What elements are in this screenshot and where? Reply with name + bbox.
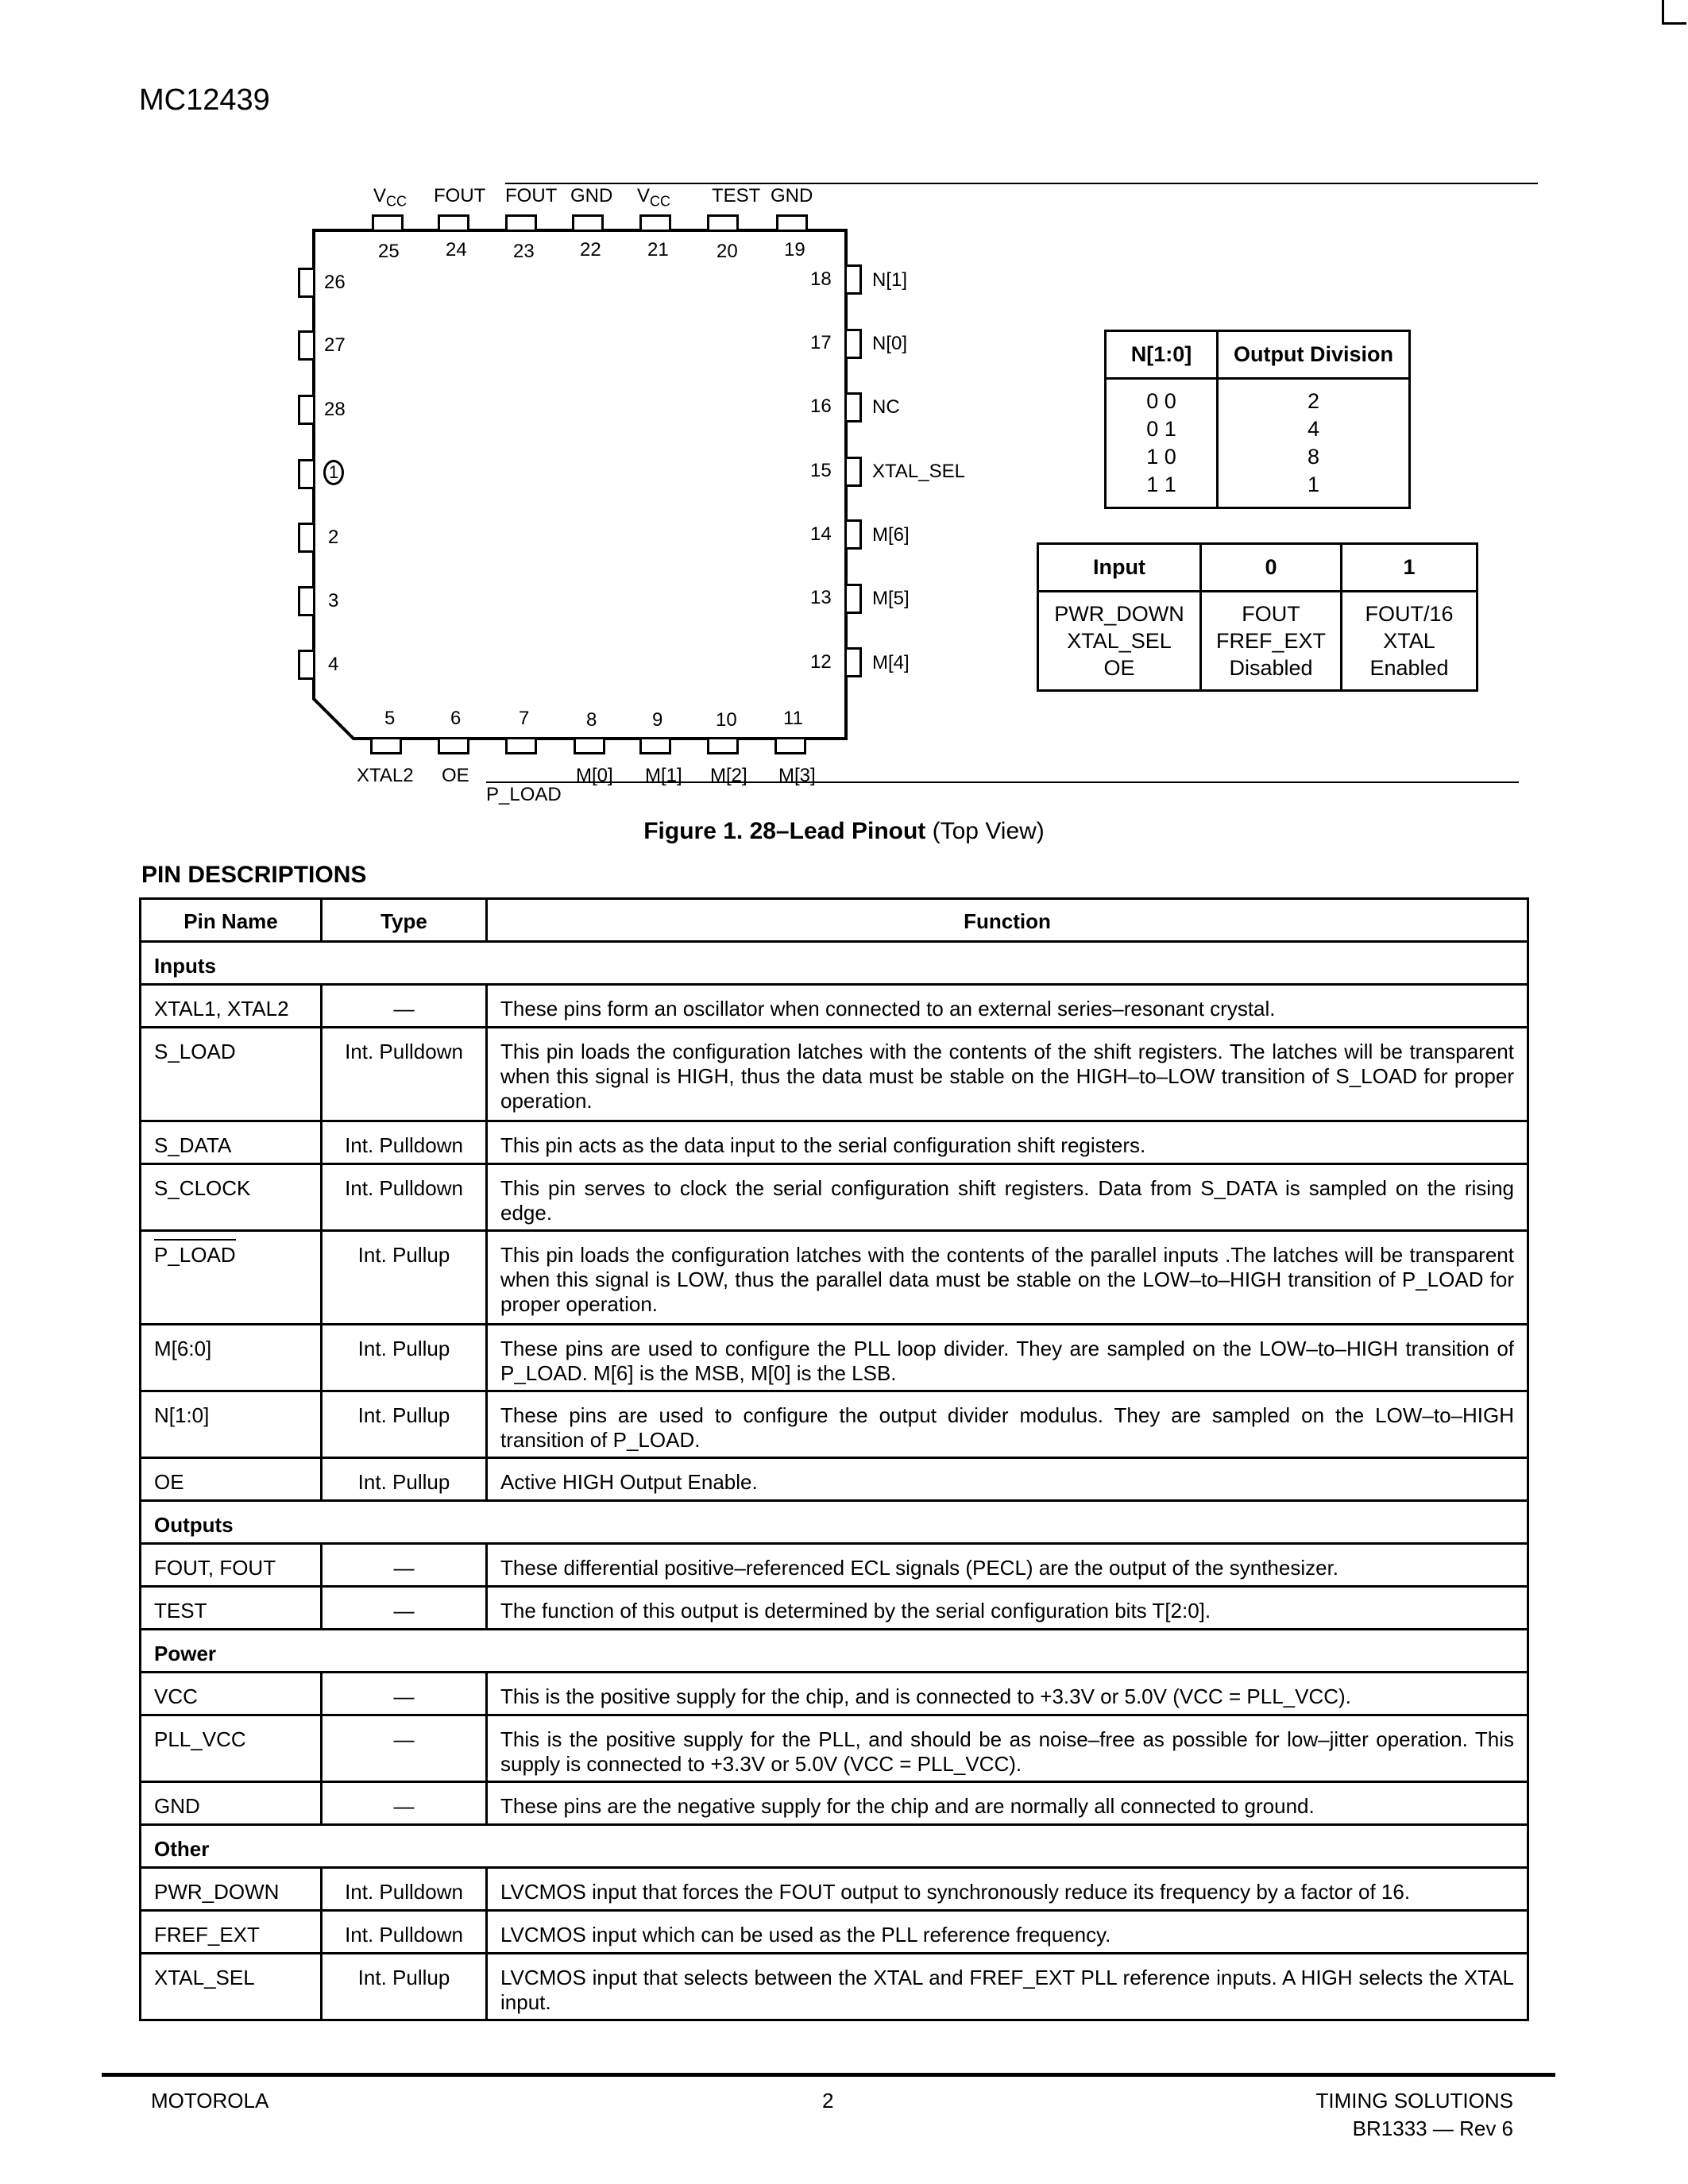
section-row-power: Power <box>141 1630 1528 1673</box>
pin-stub-15 <box>844 457 862 487</box>
table-row <box>141 1911 1528 1954</box>
pin-stub-27 <box>298 330 315 361</box>
pin-type: Int. Pullup <box>322 1325 487 1391</box>
pin-function: These pins form an oscillator when connected to an external series–resonant crystal. <box>487 985 1528 1028</box>
pin-stub-6 <box>438 737 469 754</box>
pin-label-test: TEST <box>712 185 761 206</box>
section-heading: PIN DESCRIPTIONS <box>141 862 367 888</box>
pin-number: 6 <box>450 708 462 729</box>
pin-label-xtal2: XTAL2 <box>357 765 414 786</box>
pin-function: LVCMOS input which can be used as the PLL reference frequency. <box>487 1911 1528 1954</box>
column-header: Pin Name <box>141 899 322 942</box>
pin-stub-28 <box>298 395 315 425</box>
input-name: OE <box>1103 656 1135 680</box>
pin-name: OE <box>141 1458 322 1501</box>
pin-number: 11 <box>783 708 803 729</box>
footer-right-line-2: BR1333 — Rev 6 <box>1352 2116 1513 2140</box>
page-number: 2 <box>822 2089 834 2113</box>
pin-number: 5 <box>384 708 396 729</box>
pin-stub-2 <box>298 523 315 553</box>
pin-type: — <box>322 1715 487 1782</box>
pin-stub-20 <box>707 214 739 232</box>
pin-label-n0: N[0] <box>872 333 908 354</box>
one-values-cell <box>1342 592 1477 691</box>
pinout-diagram <box>0 0 1033 805</box>
pin-function: LVCMOS input that selects between the XTAL and FREF_EXT PLL reference inputs. A HIGH selects the XTAL input. <box>487 1954 1528 2020</box>
table-row <box>141 1544 1528 1587</box>
pin-number: 9 <box>652 709 663 731</box>
column-header: N[1:0] <box>1106 331 1218 379</box>
pin-number: 12 <box>810 651 832 673</box>
section-row-outputs: Outputs <box>141 1501 1528 1544</box>
pin-name: XTAL1, XTAL2 <box>141 985 322 1028</box>
pin-number: 14 <box>810 523 832 545</box>
pin-function: This is the positive supply for the PLL, and should be as noise–free as possible for low–jitter operation. This supply is connected to +3.3V or 5.0V (VCC = PLL_VCC). <box>487 1715 1528 1782</box>
division-value: 4 <box>1307 417 1320 441</box>
pin-stub-12 <box>844 647 862 677</box>
n-code: 0 1 <box>1146 417 1176 441</box>
pin-type: — <box>322 1544 487 1587</box>
pin-function: Active HIGH Output Enable. <box>487 1458 1528 1501</box>
pin-name: PLL_VCC <box>141 1715 322 1782</box>
pin-label-gnd-19: GND <box>771 185 813 206</box>
pin-stub-17 <box>844 329 862 359</box>
pin-label-nc: NC <box>872 396 900 418</box>
pin-number: 8 <box>586 709 597 731</box>
pin-number: 17 <box>810 332 832 353</box>
pin-label-m0: M[0] <box>576 765 613 786</box>
pin-number: 10 <box>716 709 737 731</box>
pin-label-xtal-sel: XTAL_SEL <box>872 461 965 482</box>
column-header: Input <box>1038 544 1201 592</box>
pin-stub-13 <box>844 584 862 614</box>
inputs-cell <box>1038 592 1201 691</box>
pin-number: 16 <box>810 396 832 417</box>
pin-function: This pin loads the configuration latches with the contents of the parallel inputs .The latches will be transparent when this signal is LOW, thus the parallel data must be stable on the LOW–to–HIGH transition of P_LOAD for proper operation. <box>487 1231 1528 1325</box>
pin-function: These differential positive–referenced ECL signals (PECL) are the output of the synthesizer. <box>487 1544 1528 1587</box>
pin-stub-7 <box>505 737 537 754</box>
pin-name: PWR_DOWN <box>141 1868 322 1911</box>
pin-label-m5: M[5] <box>872 588 910 609</box>
division-value: 1 <box>1307 473 1320 496</box>
pin-stub-9 <box>639 737 671 754</box>
pin-name: TEST <box>141 1587 322 1630</box>
n-code: 1 1 <box>1146 473 1176 496</box>
pin-label-vcc-21: $V_{CC}$ <box>637 185 671 210</box>
zero-value: Disabled <box>1229 656 1313 680</box>
pin-function: These pins are the negative supply for the chip and are normally all connected to ground. <box>487 1782 1528 1825</box>
pin-number: 24 <box>446 239 467 260</box>
pin-type: — <box>322 1782 487 1825</box>
column-header: Output Division <box>1218 331 1410 379</box>
pin-descriptions-table <box>139 897 1529 2021</box>
pin-stub-3 <box>298 586 315 616</box>
table-row <box>141 1391 1528 1458</box>
zero-value: FOUT <box>1242 602 1300 626</box>
one-value: FOUT/16 <box>1365 602 1454 626</box>
pin-label-n1: N[1] <box>872 269 908 291</box>
footer-right <box>1316 2089 1513 2141</box>
footer-rule <box>102 2073 1555 2077</box>
pin-name: S_DATA <box>141 1121 322 1164</box>
pin-stub-16 <box>844 392 862 423</box>
pin-function: The function of this output is determined by the serial configuration bits T[2:0]. <box>487 1587 1528 1630</box>
table-row <box>141 1164 1528 1231</box>
n-codes-cell <box>1106 379 1218 508</box>
pin-stub-10 <box>707 737 739 754</box>
pin-label-oe: OE <box>442 765 469 786</box>
pin-name: M[6:0] <box>141 1325 322 1391</box>
document-title: MC12439 <box>139 83 270 117</box>
pin-name: S_CLOCK <box>141 1164 322 1231</box>
pin-stub-14 <box>844 519 862 550</box>
input-name: PWR_DOWN <box>1054 602 1184 626</box>
pin-stub-4 <box>298 650 315 680</box>
pin-name: FREF_EXT <box>141 1911 322 1954</box>
pin-type: Int. Pullup <box>322 1391 487 1458</box>
table-row <box>141 1458 1528 1501</box>
one-value: Enabled <box>1369 656 1449 680</box>
pin-name: VCC <box>141 1673 322 1715</box>
pin-function: These pins are used to configure the output divider modulus. They are sampled on the LOW–to–HIGH transition of P_LOAD. <box>487 1391 1528 1458</box>
pin-function: This pin serves to clock the serial configuration shift registers. Data from S_DATA is sampled on the rising edge. <box>487 1164 1528 1231</box>
division-values-cell <box>1218 379 1410 508</box>
pin-stub-26 <box>298 268 315 298</box>
division-value: 2 <box>1307 389 1320 413</box>
pin-type: — <box>322 985 487 1028</box>
pin-number: 21 <box>647 239 669 260</box>
pin-type: Int. Pulldown <box>322 1911 487 1954</box>
figure-caption <box>0 818 1688 845</box>
pin-name: N[1:0] <box>141 1391 322 1458</box>
pin-number: 23 <box>513 241 535 262</box>
pin-label-gnd-22: GND <box>570 185 613 206</box>
pin-stub-23 <box>505 214 537 232</box>
pin-name <box>141 1231 322 1325</box>
pin-stub-22 <box>572 214 604 232</box>
pin-number: 4 <box>328 654 339 675</box>
table-row <box>141 1028 1528 1121</box>
pin-name: XTAL_SEL <box>141 1954 322 2020</box>
footer-right-line-1: TIMING SOLUTIONS <box>1315 2089 1513 2113</box>
footer-left: MOTOROLA <box>151 2089 269 2113</box>
pin-type: Int. Pulldown <box>322 1028 487 1121</box>
pin-name: FOUT, FOUT <box>141 1544 322 1587</box>
pin-number: 19 <box>784 239 805 260</box>
pin-type: — <box>322 1673 487 1715</box>
pin-number: 27 <box>324 334 346 356</box>
table-row <box>141 1782 1528 1825</box>
pin-number: 7 <box>519 708 530 729</box>
pin-type: Int. Pullup <box>322 1458 487 1501</box>
pin-number: 13 <box>810 587 832 608</box>
pin-label-m6: M[6] <box>872 524 910 546</box>
pin-label-fout-bar: FOUT <box>505 187 1538 206</box>
pin-name: GND <box>141 1782 322 1825</box>
zero-values-cell <box>1201 592 1342 691</box>
division-value: 8 <box>1307 445 1320 469</box>
table-row <box>141 1121 1528 1164</box>
pin-number: 18 <box>810 268 832 290</box>
column-header: 0 <box>1201 544 1342 592</box>
table-row <box>141 1325 1528 1391</box>
pin-type: Int. Pullup <box>322 1231 487 1325</box>
pin-number: 28 <box>324 399 346 420</box>
table-row <box>141 1673 1528 1715</box>
pin-number: 3 <box>328 590 339 612</box>
pin-function: This is the positive supply for the chip, and is connected to +3.3V or 5.0V (VCC = PLL_VCC). <box>487 1673 1528 1715</box>
pin-type: Int. Pulldown <box>322 1868 487 1911</box>
pin-stub-21 <box>639 214 671 232</box>
pin-number: 22 <box>580 239 601 260</box>
pin-type: Int. Pullup <box>322 1954 487 2020</box>
pin-label-m1: M[1] <box>645 765 682 786</box>
figure-suffix: (Top View) <box>932 818 1045 844</box>
pin-label-m4: M[4] <box>872 652 910 673</box>
pin-type: — <box>322 1587 487 1630</box>
pin-function: LVCMOS input that forces the FOUT output to synchronously reduce its frequency by a factor of 16. <box>487 1868 1528 1911</box>
figure-label: Figure 1. 28–Lead Pinout <box>643 818 926 844</box>
pin-label-vcc-top: $V_{CC}$ <box>373 185 408 210</box>
pin-stub-5 <box>370 737 402 754</box>
pin-stub-1 <box>298 459 315 489</box>
pin-1-indicator: 1 <box>323 460 344 485</box>
table-row <box>141 985 1528 1028</box>
column-header: Type <box>322 899 487 942</box>
column-header: 1 <box>1342 544 1477 592</box>
section-row-other: Other <box>141 1825 1528 1868</box>
pin-stub-24 <box>438 214 469 232</box>
pin-type: Int. Pulldown <box>322 1121 487 1164</box>
pin-stub-11 <box>774 737 806 754</box>
section-row-inputs: Inputs <box>141 942 1528 985</box>
n-code: 1 0 <box>1146 445 1176 469</box>
pin-label-m3: M[3] <box>778 765 816 786</box>
pin-type: Int. Pulldown <box>322 1164 487 1231</box>
input-name: XTAL_SEL <box>1067 629 1172 653</box>
n-code: 0 0 <box>1146 389 1176 413</box>
pin-label-m2: M[2] <box>710 765 747 786</box>
table-row <box>141 1868 1528 1911</box>
pin-number: 20 <box>717 241 738 262</box>
pin-number: 25 <box>378 241 400 262</box>
pin-number: 2 <box>328 527 339 548</box>
pin-number: 15 <box>810 460 832 481</box>
pin-name: S_LOAD <box>141 1028 322 1121</box>
zero-value: FREF_EXT <box>1215 629 1327 653</box>
table-row <box>141 1954 1528 2020</box>
pin-label-fout: FOUT <box>434 185 486 206</box>
table-row <box>141 1587 1528 1630</box>
output-division-table <box>1104 330 1411 509</box>
corner-crop-mark <box>1662 0 1686 25</box>
table-row <box>141 1715 1528 1782</box>
pin-function: These pins are used to configure the PLL loop divider. They are sampled on the LOW–to–HIGH transition of P_LOAD. M[6] is the MSB, M[0] is the LSB. <box>487 1325 1528 1391</box>
column-header: Function <box>487 899 1528 942</box>
pin-function: This pin loads the configuration latches with the contents of the shift registers. The latches will be transparent when this signal is HIGH, thus the data must be stable on the HIGH–to–LOW transition of S_LOAD for proper operation. <box>487 1028 1528 1121</box>
input-function-table <box>1037 542 1478 692</box>
pin-stub-19 <box>776 214 808 232</box>
one-value: XTAL <box>1383 629 1435 653</box>
pin-number: 26 <box>324 272 346 293</box>
pin-stub-8 <box>574 737 605 754</box>
pin-function: This pin acts as the data input to the serial configuration shift registers. <box>487 1121 1528 1164</box>
table-row <box>141 1231 1528 1325</box>
pin-stub-25 <box>372 214 404 232</box>
pin-stub-18 <box>844 264 862 295</box>
pin-name-overbar: P_LOAD <box>154 1243 236 1267</box>
pin-label-p-load: P_LOAD <box>486 785 1519 805</box>
